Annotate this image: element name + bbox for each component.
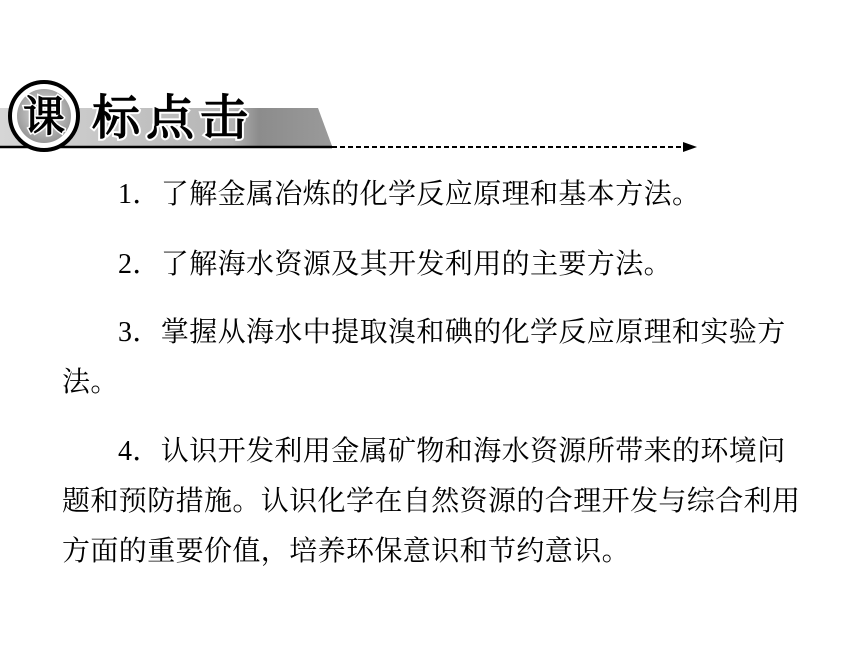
section-header-banner bbox=[0, 0, 860, 170]
objective-item-3 bbox=[62, 308, 822, 408]
objective-line: 2．了解海水资源及其开发利用的主要方法。 bbox=[118, 249, 673, 280]
objective-item-1 bbox=[62, 170, 822, 220]
badge-char: 课 bbox=[22, 92, 66, 141]
objective-line: 1．了解金属冶炼的化学反应原理和基本方法。 bbox=[118, 179, 701, 210]
objective-item-4 bbox=[62, 427, 822, 577]
header-title: 标点击 bbox=[92, 90, 255, 146]
objective-line: 方面的重要价值，培养环保意识和节约意识。 bbox=[62, 536, 631, 567]
objective-line: 法。 bbox=[62, 367, 119, 398]
arrowhead-icon bbox=[683, 142, 697, 152]
objective-line: 4．认识开发利用金属矿物和海水资源所带来的环境问 bbox=[118, 436, 786, 467]
objective-line: 题和预防措施。认识化学在自然资源的合理开发与综合利用 bbox=[62, 486, 801, 517]
objective-line: 3．掌握从海水中提取溴和碘的化学反应原理和实验方 bbox=[118, 317, 786, 348]
objective-item-2 bbox=[62, 240, 822, 290]
